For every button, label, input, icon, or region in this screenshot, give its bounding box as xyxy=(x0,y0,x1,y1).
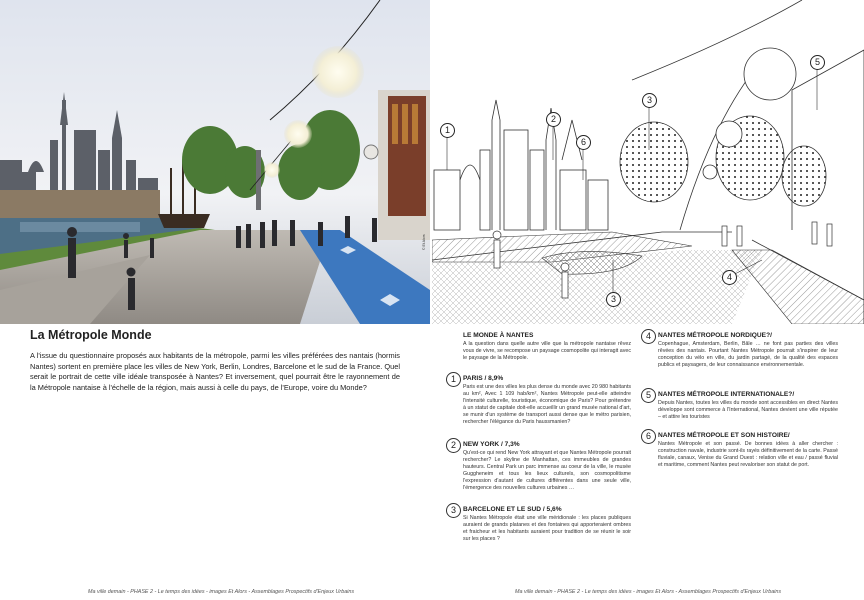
section-number-4: 4 xyxy=(641,329,656,344)
sketch-marker-6: 6 xyxy=(576,135,591,150)
footer-left: Ma ville demain - PHASE 2 - Le temps des idées - images Et Alors - Assemblages Prospectifs d'Enjeux Urbains xyxy=(88,589,355,595)
section-monde-text: A la question dans quelle autre ville que la métropole nantaise rêvez vous de vivre, se recompose un paysage cosmopolite qui interagit avec le paysage de la Métropole. xyxy=(463,341,631,362)
page-title: La Métropole Monde xyxy=(30,328,152,342)
photomontage-illustration xyxy=(0,0,430,324)
section-number-3: 3 xyxy=(446,503,461,518)
section-barcelone-text: Si Nantes Métropole était une ville méridionale : les places publiques auraient de grands platanes et des fontaines qui apporteraient ombres et fraicheur et les habitants auraient pour tradition de se réunir le soir sur les places ? xyxy=(463,515,631,543)
section-new-york-text: Qu'est-ce qui rend New York attrayant et que Nantes Métropole pourrait rechercher? Le skyline de Manhattan, ces immeubles de grandes hauteurs. Central Park un parc immense au coeur de la ville, le musée Guggheneim et tous les lieux culturels, son cosmopolitisme l'expression d'autant de cultures différentes dans une seule ville, l'émergence des nouvelles cultures urbaines … xyxy=(463,450,631,492)
section-number-1: 1 xyxy=(446,372,461,387)
city-sketch xyxy=(432,0,864,324)
section-monde xyxy=(463,332,631,362)
sketch-marker-3-top: 3 xyxy=(642,93,657,108)
section-nordique-heading: NANTES MÉTROPOLE NORDIQUE?/ xyxy=(658,332,772,339)
sketch-marker-4: 4 xyxy=(722,270,737,285)
section-barcelone xyxy=(463,506,631,543)
section-monde-heading: LE MONDE À NANTES xyxy=(463,332,534,339)
section-internationale-heading: NANTES MÉTROPOLE INTERNATIONALE?/ xyxy=(658,391,795,398)
photo-credit: © Et Alors xyxy=(422,234,426,250)
sketch-illustration xyxy=(432,0,864,324)
sketch-marker-3: 3 xyxy=(606,292,621,307)
section-histoire-text: Nantes Métropole et son passé. De bonnes idées à aller chercher : construction navale, industrie sont-ils rayés définitivement de la carte. Passé fluviale, canaux, Venise du Grand Ouest : relation ville et eau / passé fluvial et maritime, comment Nantes peut revaloriser son statut de port. xyxy=(658,441,838,469)
section-number-5: 5 xyxy=(641,388,656,403)
section-nordique xyxy=(658,332,838,369)
section-new-york xyxy=(463,441,631,493)
sketch-marker-5: 5 xyxy=(810,55,825,70)
section-histoire xyxy=(658,432,838,469)
section-nordique-text: Copenhague, Amsterdam, Berlin, Bâle … ne font pas parties des villes rêvées des nantais. Pourtant Nantes Métropole pourrait s'inspirer de leur conception du vélo en ville, du jardin partagé, de la qualité des espaces publics et paysagers, de leur connaissance environnementale. xyxy=(658,341,838,369)
sketch-marker-1: 1 xyxy=(440,123,455,138)
intro-paragraph: A l'issue du questionnaire proposés aux habitants de la métropole, parmi les villes préférées des nantais (hormis Nantes) sortent en première place les villes de New York, Berlin, Londres, Barcelone et le sud de la France. Quel serait le portrait de cette ville idéale transposée à Nantes? Et inversement, quel pourrait être le rayonnement de la Métropole nantaise à l'échelle de la région, mais aussi à celle du pays, de l'Europe, voire du Monde? xyxy=(30,351,400,392)
section-paris xyxy=(463,375,631,427)
sketch-marker-2: 2 xyxy=(546,112,561,127)
section-new-york-heading: NEW YORK / 7,3% xyxy=(463,441,520,448)
section-internationale-text: Depuis Nantes, toutes les villes du monde sont accessibles en direct Nantes développe sont commerce à l'International, Nantes devient une ville réputée – et attire les touristes xyxy=(658,400,838,421)
section-histoire-heading: NANTES MÉTROPOLE ET SON HISTOIRE/ xyxy=(658,432,790,439)
city-photomontage xyxy=(0,0,430,324)
section-number-2: 2 xyxy=(446,438,461,453)
section-paris-heading: PARIS / 8,9% xyxy=(463,375,504,382)
footer-right: Ma ville demain - PHASE 2 - Le temps des idées - images Et Alors - Assemblages Prospectifs d'Enjeux Urbains xyxy=(515,589,782,595)
section-number-6: 6 xyxy=(641,429,656,444)
section-barcelone-heading: BARCELONE ET LE SUD / 5,6% xyxy=(463,506,562,513)
section-internationale xyxy=(658,391,838,421)
section-paris-text: Paris est une des villes les plus dense du monde avec 20 980 habitants au km², Avec 1 109 hab/km², Nantes Métropole peut-elle atteindre l'intensité culturelle, touristique, économique de Paris? Pour prétendre à un statut de capitale doit-elle accueillir un grand musée national d'art, se munir d'un système de transport aussi dense que le métro parisien, rechercher l'élégance du Paris haussmanien? xyxy=(463,384,631,426)
